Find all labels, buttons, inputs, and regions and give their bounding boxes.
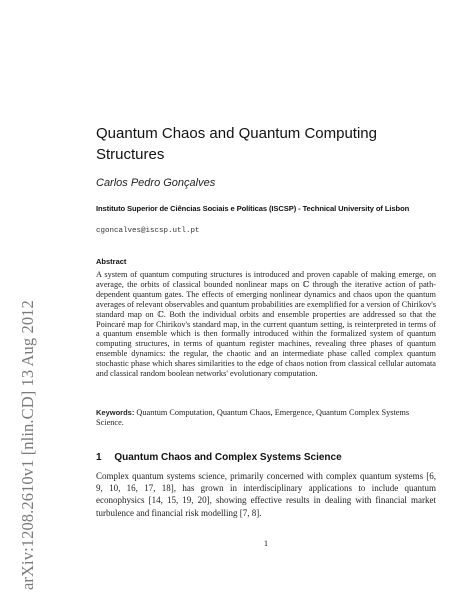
page-number: 1 <box>263 538 269 548</box>
paper-title: Quantum Chaos and Quantum Computing Structures <box>96 125 377 163</box>
keywords-label: Keywords: <box>96 408 135 417</box>
keywords-text: Quantum Computation, Quantum Chaos, Emergence, Quantum Complex Systems Science. <box>96 408 410 427</box>
abstract-text: A system of quantum computing structures is introduced and proven capable of making emerge, on average, the orbits of classical bounded nonlinear maps on ℂ through the iterative action of path-dependent quantum gates. The effects of emerging nonlinear dynamics and chaos upon the quantum averages of relevant observables and quantum probabilities are exemplified for a version of Chirikov's standard map on ℂ. Both the individual orbits and ensemble properties are addressed so that the Poincaré map for Chirikov's standard map, in the current quantum setting, is reinterpreted in terms of a quantum ensemble which is then formally introduced within the formalized system of quantum computing structures, in terms of quantum register machines, revealing three phases of quantum ensemble dynamics: the regular, the chaotic and an intermediate phase called complex quantum stochastic phase which shares similarities to the edge of chaos notion from classical cellular automata and classical random boolean networks' evolutionary computation. <box>96 270 436 379</box>
section-heading <box>96 452 342 463</box>
section-number: 1 <box>96 452 102 463</box>
keywords-block <box>96 408 436 428</box>
arxiv-sidebar-stamp <box>18 150 38 590</box>
author-email: cgoncalves@iscsp.utl.pt <box>96 227 200 235</box>
section-title: Quantum Chaos and Complex Systems Science <box>114 452 342 463</box>
abstract-heading: Abstract <box>96 257 127 266</box>
section-body-text: Complex quantum systems science, primarily concerned with complex quantum systems [6, 9, 10, 16, 17, 18], has grown in interdisciplinary applications to include quantum econophysics [14, 15, 19, 20], showing effective results in dealing with financial market turbulence and financial risk modelling [7, 8]. <box>96 471 436 518</box>
arxiv-identifier: arXiv:1208.2610v1 [nlin.CD] 13 Aug 2012 <box>18 300 37 590</box>
paper-author: Carlos Pedro Gonçalves <box>96 177 216 189</box>
author-affiliation: Instituto Superior de Ciências Sociais e Políticas (ISCSP) - Technical University of Lisbon <box>96 204 410 213</box>
